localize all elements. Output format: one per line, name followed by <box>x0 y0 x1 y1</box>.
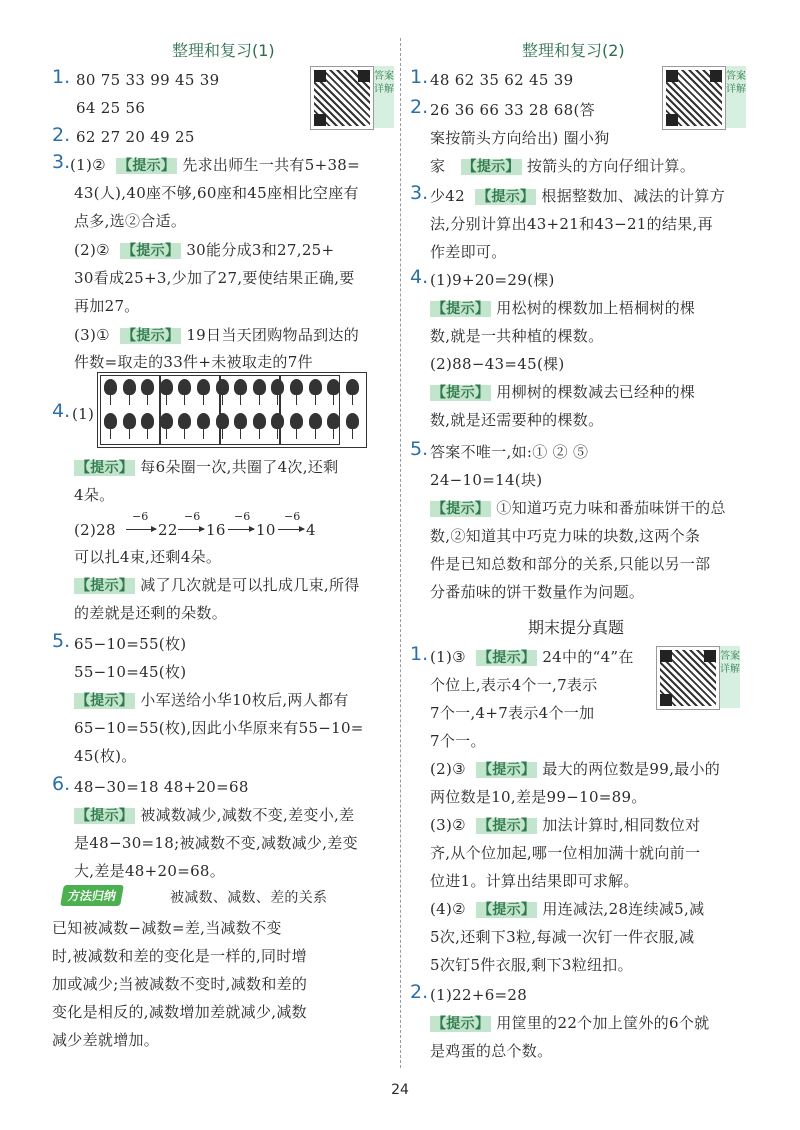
q5-hint <box>74 690 349 711</box>
flower-icon <box>234 413 247 429</box>
p2-hint <box>430 1013 709 1034</box>
flower-icon <box>290 413 303 429</box>
hint-text: 先求出师生一共有5+38= <box>182 156 360 174</box>
q6-line1: 48−30=18 48+20=68 <box>74 778 249 796</box>
p1-number: 1. <box>410 643 429 665</box>
q4-hint1-b: 4朵。 <box>74 486 115 504</box>
flower-icon <box>234 379 247 395</box>
q3-answer1 <box>70 155 360 176</box>
hint-text: 用松树的棵数加上梧桐树的棵 <box>496 299 696 317</box>
q3-hint3-b: 件数=取走的33件+未被取走的7件 <box>74 353 313 371</box>
flower-icon <box>216 413 229 429</box>
hint-label: 【提示】 <box>122 243 180 259</box>
q3-number: 3. <box>52 151 71 173</box>
q6-hint-c: 大,差是48+20=68。 <box>74 862 226 880</box>
q5-line2: 55−10=45(枚) <box>74 663 187 681</box>
r-q4-hint1 <box>430 298 695 319</box>
r-q5-number: 5. <box>410 438 429 460</box>
step-label: −6 <box>184 510 201 523</box>
r-q2-line2: 案按箭头方向给出) 圈小狗 <box>430 129 610 147</box>
hint-text: 小军送给小华10枚后,两人都有 <box>140 691 349 709</box>
page-number: 24 <box>391 1082 409 1098</box>
q4-hint2 <box>74 575 360 596</box>
step-arrow <box>278 529 304 530</box>
flower-icon <box>271 379 284 395</box>
p1-hint1-c: 7个一,4+7表示4个一加 <box>430 704 595 722</box>
answer: 家 <box>430 157 446 175</box>
flower-icon <box>141 379 154 395</box>
q4-hint1 <box>74 457 338 478</box>
chain-value: 10 <box>256 521 276 539</box>
hint-label: 【提示】 <box>462 159 520 175</box>
q4-line3: 可以扎4束,还剩4朵。 <box>74 548 222 566</box>
q1-number: 1. <box>52 66 71 88</box>
q4-answer1: (1) <box>72 405 95 423</box>
flower-icon <box>197 379 210 395</box>
hint-label: 【提示】 <box>432 385 490 401</box>
r-q2-line3 <box>430 156 695 177</box>
method-line4: 变化是相反的,减数增加差就减少,减数 <box>52 1003 307 1021</box>
section-title-review-2: 整理和复习(2) <box>522 41 625 60</box>
hint-text: 减了几次就是可以扎成几束,所得 <box>140 576 360 594</box>
hint-text: 24中的“4”在 <box>542 648 634 666</box>
q3-hint1-c: 点多,选②合适。 <box>74 212 187 230</box>
hint-label: 【提示】 <box>478 818 536 834</box>
p1-hint1-b: 个位上,表示4个一,7表示 <box>430 676 598 694</box>
method-title: 被减数、减数、差的关系 <box>170 890 328 906</box>
q5-line1: 65−10=55(枚) <box>74 635 187 653</box>
p2-number: 2. <box>410 981 429 1003</box>
method-badge: 方法归纳 <box>60 885 124 906</box>
hint-label: 【提示】 <box>478 650 536 666</box>
hint-label: 【提示】 <box>477 189 535 205</box>
q3-answer3 <box>74 325 359 346</box>
hint-text: 加法计算时,相同数位对 <box>542 816 701 834</box>
flower-icon <box>309 379 322 395</box>
hint-text: 被减数减少,减数不变,差变小,差 <box>140 806 355 824</box>
hint-text: 每6朵圈一次,共圈了4次,还剩 <box>140 458 339 476</box>
chain-value: 16 <box>206 521 226 539</box>
flower-icon <box>178 413 191 429</box>
flower-icon <box>178 379 191 395</box>
answer: (2)② <box>74 241 110 259</box>
flower-icon <box>253 413 266 429</box>
q5-hint-b: 65−10=55(枚),因此小华原来有55−10= <box>74 719 364 737</box>
hint-label: 【提示】 <box>76 693 134 709</box>
step-arrow <box>126 529 156 530</box>
p1-hint1-d: 7个一。 <box>430 732 486 750</box>
flower-grouping-image <box>97 372 367 448</box>
flower-icon <box>290 379 303 395</box>
answer: (1)② <box>70 156 106 174</box>
r-q4-line1: (1)9+20=29(棵) <box>430 271 555 289</box>
r-q5-hint-c: 件是已知总数和部分的关系,只能以另一部 <box>430 555 711 573</box>
flower-icon <box>160 379 173 395</box>
q4-hint2-b: 的差就是还剩的朵数。 <box>74 604 228 622</box>
p1-answer2 <box>430 759 720 780</box>
answer: (4)② <box>430 900 466 918</box>
p1-answer1 <box>430 647 634 668</box>
method-line1: 已知被减数−减数=差,当减数不变 <box>52 919 282 937</box>
section-title-final-exam: 期末提分真题 <box>528 618 625 637</box>
q5-hint-c: 45(枚)。 <box>74 747 137 765</box>
qr-tag: 答案详解 <box>726 66 746 128</box>
qr-code[interactable] <box>662 66 726 130</box>
step-label: −6 <box>234 510 251 523</box>
r-q1-number: 1. <box>410 66 429 88</box>
r-q3-hint-c: 作差即可。 <box>430 243 507 261</box>
flower-icon <box>271 413 284 429</box>
hint-label: 【提示】 <box>76 578 134 594</box>
r-q5-hint-b: 数,②知道其中巧克力味的块数,这两个条 <box>430 527 701 545</box>
p1-hint4-c: 5次钉5件衣服,剩下3粒纽扣。 <box>430 956 633 974</box>
hint-text: 根据整数加、减法的计算方 <box>541 187 726 205</box>
q3-hint1-b: 43(人),40座不够,60座和45座相比空座有 <box>74 184 359 202</box>
r-q5-hint <box>430 498 726 519</box>
hint-text: 按箭头的方向仔细计算。 <box>526 157 696 175</box>
step-arrow <box>178 529 204 530</box>
flower-icon <box>253 379 266 395</box>
step-label: −6 <box>132 510 149 523</box>
chain-value: 4 <box>306 521 316 539</box>
r-q4-line2: (2)88−43=45(棵) <box>430 355 565 373</box>
flower-icon <box>309 413 322 429</box>
q3-hint2-c: 再加27。 <box>74 297 140 315</box>
r-q5-hint-d: 分番茄味的饼干数量作为问题。 <box>430 583 645 601</box>
r-q3-hint-b: 法,分别计算出43+21和43−21的结果,再 <box>430 215 713 233</box>
hint-label: 【提示】 <box>76 808 134 824</box>
hint-text: 19日当天团购物品到达的 <box>186 326 360 344</box>
flower-icon <box>123 413 136 429</box>
flower-icon <box>160 413 173 429</box>
r-q3-number: 3. <box>410 182 429 204</box>
p1-hint2-b: 两位数是10,差是99−10=89。 <box>430 788 647 806</box>
r-q5-line2: 24−10=14(块) <box>430 471 543 489</box>
answer: (3)① <box>74 326 110 344</box>
flower-icon <box>104 413 117 429</box>
q4-number: 4. <box>52 400 71 422</box>
p1-hint3-b: 齐,从个位加起,哪一位相加满十就向前一 <box>430 844 701 862</box>
p1-answer3 <box>430 815 700 836</box>
hint-label: 【提示】 <box>76 460 134 476</box>
flower-icon <box>197 413 210 429</box>
q6-number: 6. <box>52 773 71 795</box>
q4-chain-start: (2)28 <box>74 521 116 539</box>
qr-tag: 答案详解 <box>720 646 740 708</box>
flower-icon <box>346 413 359 429</box>
hint-label: 【提示】 <box>478 902 536 918</box>
flower-icon <box>346 379 359 395</box>
q6-hint-b: 是48−30=18;被减数不变,减数减少,差变 <box>74 834 358 852</box>
r-q3-answer <box>430 186 725 207</box>
hint-text: 用连减法,28连续减5,减 <box>542 900 705 918</box>
method-line5: 减少差就增加。 <box>52 1031 160 1049</box>
r-q2-line1: 26 36 66 33 28 68(答 <box>430 101 595 119</box>
hint-label: 【提示】 <box>118 158 176 174</box>
hint-label: 【提示】 <box>432 301 490 317</box>
qr-code[interactable] <box>310 66 374 130</box>
hint-text: 30能分成3和27,25+ <box>186 241 335 259</box>
answer: 少42 <box>430 187 465 205</box>
q2-line1: 62 27 20 49 25 <box>76 128 195 146</box>
section-title-review-1: 整理和复习(1) <box>172 41 275 60</box>
qr-code[interactable] <box>656 646 720 710</box>
q1-line2: 64 25 56 <box>76 99 146 117</box>
flower-icon <box>327 413 340 429</box>
step-label: −6 <box>284 510 301 523</box>
r-q4-hint2-b: 数,就是还需要种的棵数。 <box>430 411 604 429</box>
answer: (3)② <box>430 816 466 834</box>
q6-hint <box>74 805 354 826</box>
flower-icon <box>327 379 340 395</box>
hint-label: 【提示】 <box>478 762 536 778</box>
method-line2: 时,被减数和差的变化是一样的,同时增 <box>52 947 307 965</box>
q5-number: 5. <box>52 630 71 652</box>
q1-line1: 80 75 33 99 45 39 <box>76 71 220 89</box>
answer: (2)③ <box>430 760 466 778</box>
method-line3: 加或减少;当被减数不变时,减数和差的 <box>52 975 308 993</box>
r-q1-line1: 48 62 35 62 45 39 <box>430 71 574 89</box>
p1-hint4-b: 5次,还剩下3粒,每减一次钉一件衣服,减 <box>430 928 695 946</box>
r-q2-number: 2. <box>410 96 429 118</box>
r-q4-number: 4. <box>410 266 429 288</box>
hint-label: 【提示】 <box>432 501 490 517</box>
hint-label: 【提示】 <box>122 328 180 344</box>
p2-hint-b: 是鸡蛋的总个数。 <box>430 1042 553 1060</box>
answer: (1)③ <box>430 648 466 666</box>
hint-text: ①知道巧克力味和番茄味饼干的总 <box>496 499 726 517</box>
chain-value: 22 <box>158 521 178 539</box>
qr-tag: 答案详解 <box>374 66 394 128</box>
p1-answer4 <box>430 899 704 920</box>
flower-icon <box>123 379 136 395</box>
q2-number: 2. <box>52 124 71 146</box>
q3-answer2 <box>74 240 334 261</box>
r-q4-hint2 <box>430 382 695 403</box>
q3-hint2-b: 30看成25+3,少加了27,要使结果正确,要 <box>74 269 355 287</box>
flower-icon <box>141 413 154 429</box>
hint-text: 用柳树的棵数减去已经种的棵 <box>496 383 696 401</box>
step-arrow <box>228 529 254 530</box>
flower-icon <box>216 379 229 395</box>
r-q5-line1: 答案不唯一,如:① ② ⑤ <box>430 443 589 461</box>
p2-line1: (1)22+6=28 <box>430 986 528 1004</box>
column-divider <box>400 38 401 1068</box>
p1-hint3-c: 位进1。计算出结果即可求解。 <box>430 872 639 890</box>
hint-text: 用筐里的22个加上筐外的6个就 <box>496 1014 710 1032</box>
flower-icon <box>104 379 117 395</box>
hint-text: 最大的两位数是99,最小的 <box>542 760 721 778</box>
hint-label: 【提示】 <box>432 1016 490 1032</box>
r-q4-hint1-b: 数,就是一共种植的棵数。 <box>430 327 604 345</box>
